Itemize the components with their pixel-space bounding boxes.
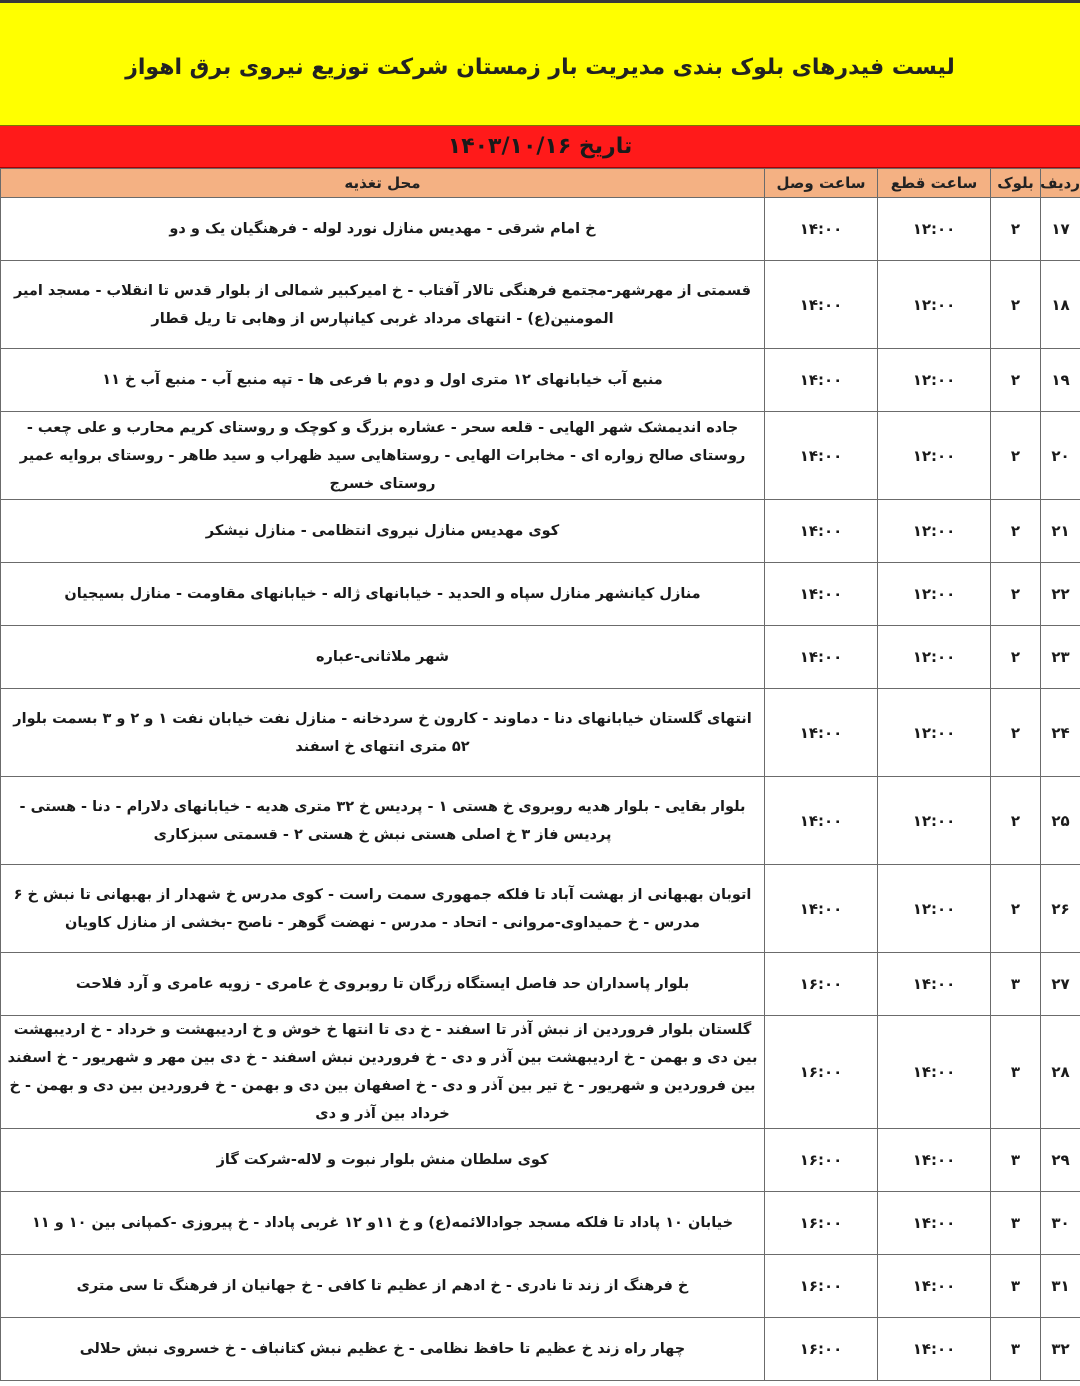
- table-row: [1, 1129, 1080, 1192]
- header-connect-time: ساعت وصل: [765, 169, 878, 198]
- block-cell: ۳: [991, 1129, 1041, 1192]
- table-row: [1, 1016, 1080, 1129]
- location-cell: بلوار پاسداران حد فاصل ایستگاه زرگان تا روبروی خ عامری - زویه عامری و آرد فلاحت: [1, 953, 765, 1016]
- location-cell: خیابان ۱۰ پاداد تا فلکه مسجد جوادالائمه(ع) و خ ۱۱و ۱۲ غربی پاداد - خ پیروزی -کمپانی بین ۱۰ و ۱۱: [1, 1192, 765, 1255]
- row-number-cell: ۳۱: [1041, 1255, 1080, 1318]
- cut-time-cell: ۱۴:۰۰: [878, 1255, 991, 1318]
- location-cell: کوی سلطان منش بلوار نبوت و لاله-شرکت گاز: [1, 1129, 765, 1192]
- cut-time-cell: ۱۴:۰۰: [878, 1016, 991, 1129]
- location-cell: منبع آب خیابانهای ۱۲ متری اول و دوم با فرعی ها - تپه منبع آب - منبع آب خ ۱۱: [1, 349, 765, 412]
- block-cell: ۲: [991, 261, 1041, 349]
- block-cell: ۲: [991, 689, 1041, 777]
- cut-time-cell: ۱۲:۰۰: [878, 412, 991, 500]
- block-cell: ۳: [991, 1255, 1041, 1318]
- connect-time-cell: ۱۴:۰۰: [765, 261, 878, 349]
- block-cell: ۲: [991, 865, 1041, 953]
- cut-time-cell: ۱۲:۰۰: [878, 626, 991, 689]
- table-row: [1, 865, 1080, 953]
- table-header-row: [1, 169, 1080, 198]
- connect-time-cell: ۱۴:۰۰: [765, 412, 878, 500]
- row-number-cell: ۲۸: [1041, 1016, 1080, 1129]
- row-number-cell: ۲۰: [1041, 412, 1080, 500]
- cut-time-cell: ۱۴:۰۰: [878, 1129, 991, 1192]
- connect-time-cell: ۱۴:۰۰: [765, 349, 878, 412]
- date-band: [0, 126, 1080, 168]
- row-number-cell: ۱۸: [1041, 261, 1080, 349]
- table-row: [1, 412, 1080, 500]
- location-cell: اتوبان بهبهانی از بهشت آباد تا فلکه جمهوری سمت راست - کوی مدرس خ شهدار از بهبهانی تا نبش خ ۶ مدرس - خ حمیداوی-مروانی - اتحاد - مدرس - نهضت گوهر - ناصح -بخشی از منازل کاویان: [1, 865, 765, 953]
- connect-time-cell: ۱۴:۰۰: [765, 500, 878, 563]
- block-cell: ۲: [991, 349, 1041, 412]
- block-cell: ۳: [991, 953, 1041, 1016]
- connect-time-cell: ۱۶:۰۰: [765, 953, 878, 1016]
- table-row: [1, 689, 1080, 777]
- block-cell: ۲: [991, 412, 1041, 500]
- table-row: [1, 1192, 1080, 1255]
- header-block: بلوک: [991, 169, 1041, 198]
- row-number-cell: ۱۷: [1041, 198, 1080, 261]
- title-band: [0, 0, 1080, 126]
- block-cell: ۲: [991, 626, 1041, 689]
- cut-time-cell: ۱۲:۰۰: [878, 865, 991, 953]
- row-number-cell: ۲۹: [1041, 1129, 1080, 1192]
- header-row-number: ردیف: [1041, 169, 1080, 198]
- table-row: [1, 626, 1080, 689]
- cut-time-cell: ۱۴:۰۰: [878, 953, 991, 1016]
- block-cell: ۲: [991, 563, 1041, 626]
- block-cell: ۲: [991, 198, 1041, 261]
- connect-time-cell: ۱۴:۰۰: [765, 689, 878, 777]
- row-number-cell: ۱۹: [1041, 349, 1080, 412]
- cut-time-cell: ۱۲:۰۰: [878, 349, 991, 412]
- row-number-cell: ۲۶: [1041, 865, 1080, 953]
- cut-time-cell: ۱۲:۰۰: [878, 777, 991, 865]
- cut-time-cell: ۱۴:۰۰: [878, 1192, 991, 1255]
- location-cell: بلوار بقایی - بلوار هدیه روبروی خ هستی ۱ - پردیس خ ۳۲ متری هدیه - خیابانهای دلارام - دنا - هستی - پردیس فاز ۳ خ اصلی هستی نبش خ هستی ۲ - قسمتی سبزکاری: [1, 777, 765, 865]
- location-cell: چهار راه زند خ عظیم تا حافظ نظامی - خ عظیم نبش کتانباف - خ خسروی نبش حلالی: [1, 1318, 765, 1381]
- connect-time-cell: ۱۶:۰۰: [765, 1318, 878, 1381]
- header-location: محل تغذیه: [1, 169, 765, 198]
- connect-time-cell: ۱۶:۰۰: [765, 1192, 878, 1255]
- table-row: [1, 777, 1080, 865]
- location-cell: خ امام شرقی - مهدیس منازل نورد لوله - فرهنگیان یک و دو: [1, 198, 765, 261]
- table-row: [1, 1318, 1080, 1381]
- cut-time-cell: ۱۲:۰۰: [878, 689, 991, 777]
- table-row: [1, 953, 1080, 1016]
- cut-time-cell: ۱۲:۰۰: [878, 563, 991, 626]
- connect-time-cell: ۱۴:۰۰: [765, 198, 878, 261]
- connect-time-cell: ۱۶:۰۰: [765, 1016, 878, 1129]
- location-cell: کوی مهدیس منازل نیروی انتظامی - منازل نیشکر: [1, 500, 765, 563]
- table-row: [1, 563, 1080, 626]
- table-row: [1, 349, 1080, 412]
- cut-time-cell: ۱۴:۰۰: [878, 1318, 991, 1381]
- table-row: [1, 500, 1080, 563]
- page-title: لیست فیدرهای بلوک بندی مدیریت بار زمستان شرکت توزیع نیروی برق اهواز: [125, 54, 955, 80]
- row-number-cell: ۲۳: [1041, 626, 1080, 689]
- connect-time-cell: ۱۴:۰۰: [765, 777, 878, 865]
- row-number-cell: ۳۰: [1041, 1192, 1080, 1255]
- header-cut-time: ساعت قطع: [878, 169, 991, 198]
- connect-time-cell: ۱۶:۰۰: [765, 1129, 878, 1192]
- feeder-table: [0, 168, 1080, 1381]
- location-cell: جاده اندیمشک شهر الهایی - قلعه سحر - عشاره بزرگ و کوچک و روستای کریم محارب و علی چعب - روستای صالح زواره ای - مخابرات الهایی - روستاهایی سید ظهراب و سید طاهر - روستای بروایه عمیر روستای خسرج: [1, 412, 765, 500]
- location-cell: منازل کیانشهر منازل سپاه و الحدید - خیابانهای ژاله - خیابانهای مقاومت - منازل بسیجیان: [1, 563, 765, 626]
- block-cell: ۳: [991, 1318, 1041, 1381]
- location-cell: گلستان بلوار فروردین از نبش آذر تا اسفند - خ دی تا انتها خ خوش و خ اردیبهشت و خرداد - خ اردیبهشت بین دی و بهمن - خ اردیبهشت بین آذر و دی - خ فروردین نبش اسفند - خ دی بین مهر و شهریور - خ اسفند بین فروردین و شهریور - خ تیر بین آذر و دی - خ اصفهان بین دی و بهمن - خ فروردین بین دی و بهمن - خ خرداد بین آذر و دی: [1, 1016, 765, 1129]
- location-cell: قسمتی از مهرشهر-مجتمع فرهنگی تالار آفتاب - خ امیرکبیر شمالی از بلوار قدس تا انقلاب - مسجد امیر المومنین(ع) - انتهای مرداد غربی کیانپارس از وهابی تا ریل قطار: [1, 261, 765, 349]
- row-number-cell: ۲۴: [1041, 689, 1080, 777]
- block-cell: ۳: [991, 1016, 1041, 1129]
- table-row: [1, 261, 1080, 349]
- connect-time-cell: ۱۶:۰۰: [765, 1255, 878, 1318]
- cut-time-cell: ۱۲:۰۰: [878, 500, 991, 563]
- location-cell: خ فرهنگ از زند تا نادری - خ ادهم از عظیم تا کافی - خ جهانیان از فرهنگ تا سی متری: [1, 1255, 765, 1318]
- row-number-cell: ۲۷: [1041, 953, 1080, 1016]
- connect-time-cell: ۱۴:۰۰: [765, 563, 878, 626]
- location-cell: شهر ملاثانی-عباره: [1, 626, 765, 689]
- connect-time-cell: ۱۴:۰۰: [765, 865, 878, 953]
- row-number-cell: ۲۵: [1041, 777, 1080, 865]
- location-cell: انتهای گلستان خیابانهای دنا - دماوند - کارون خ سردخانه - منازل نفت خیابان نفت ۱ و ۲ و ۳ بسمت بلوار ۵۲ متری انتهای خ اسفند: [1, 689, 765, 777]
- block-cell: ۲: [991, 777, 1041, 865]
- table-row: [1, 198, 1080, 261]
- row-number-cell: ۳۲: [1041, 1318, 1080, 1381]
- date-label: تاریخ ۱۴۰۳/۱۰/۱۶: [447, 134, 633, 159]
- table-row: [1, 1255, 1080, 1318]
- row-number-cell: ۲۲: [1041, 563, 1080, 626]
- connect-time-cell: ۱۴:۰۰: [765, 626, 878, 689]
- cut-time-cell: ۱۲:۰۰: [878, 198, 991, 261]
- cut-time-cell: ۱۲:۰۰: [878, 261, 991, 349]
- block-cell: ۲: [991, 500, 1041, 563]
- block-cell: ۳: [991, 1192, 1041, 1255]
- row-number-cell: ۲۱: [1041, 500, 1080, 563]
